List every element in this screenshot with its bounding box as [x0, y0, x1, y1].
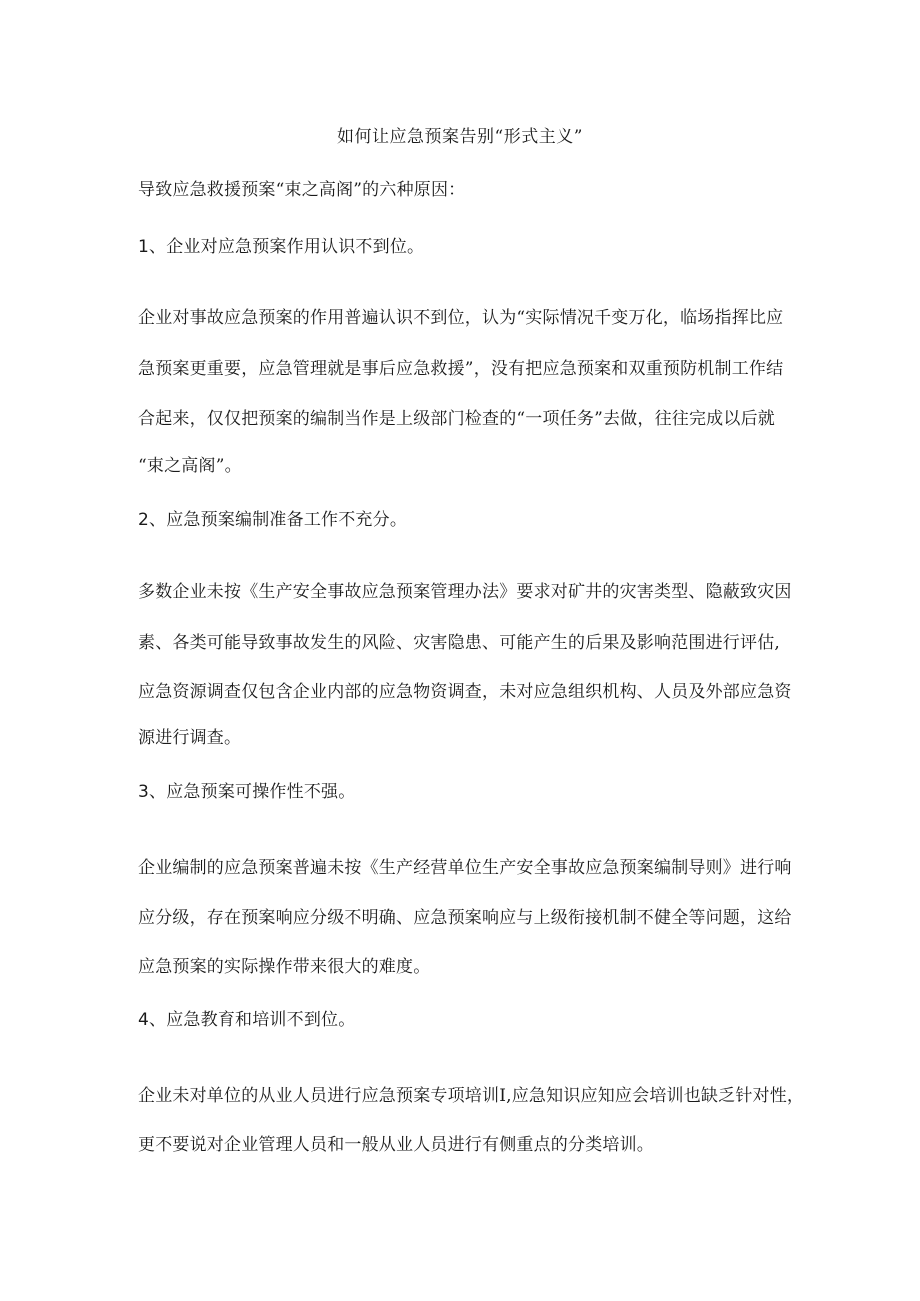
paragraph-line: “束之高阁”。: [138, 456, 242, 476]
section-heading-3: 3、应急预案可操作性不强。: [138, 782, 356, 802]
paragraph-line: 源进行调查。: [138, 728, 242, 748]
paragraph-line: 应急资源调查仅包含企业内部的应急物资调查，未对应急组织机构、人员及外部应急资: [138, 682, 792, 702]
paragraph-line: 企业对事故应急预案的作用普遍认识不到位，认为“实际情况千变万化，临场指挥比应: [138, 308, 784, 328]
paragraph-line: 企业编制的应急预案普遍未按《生产经营单位生产安全事故应急预案编制导则》进行响: [138, 858, 792, 878]
page-title: 如何让应急预案告别“形式主义”: [337, 127, 583, 147]
paragraph-line: 企业未对单位的从业人员进行应急预案专项培训I,应急知识应知应会培训也缺乏针对性，: [138, 1086, 805, 1106]
paragraph-line: 应急预案的实际操作带来很大的难度。: [138, 957, 431, 977]
paragraph-line: 应分级，存在预案响应分级不明确、应急预案响应与上级衔接机制不健全等问题，这给: [138, 908, 792, 928]
paragraph-line: 素、各类可能导致事故发生的风险、灾害隐患、可能产生的后果及影响范围进行评估,: [138, 633, 781, 653]
section-heading-2: 2、应急预案编制准备工作不充分。: [138, 510, 408, 530]
paragraph-line: 更不要说对企业管理人员和一般从业人员进行有侧重点的分类培训。: [138, 1135, 654, 1155]
intro-text: 导致应急救援预案“束之高阁”的六种原因：: [138, 180, 466, 200]
section-heading-4: 4、应急教育和培训不到位。: [138, 1010, 356, 1030]
paragraph-line: 多数企业未按《生产安全事故应急预案管理办法》要求对矿井的灾害类型、隐蔽致灾因: [138, 582, 792, 602]
paragraph-line: 合起来，仅仅把预案的编制当作是上级部门检查的“一项任务”去做，往往完成以后就: [138, 409, 775, 429]
paragraph-line: 急预案更重要，应急管理就是事后应急救援”，没有把应急预案和双重预防机制工作结: [138, 359, 784, 379]
section-heading-1: 1、企业对应急预案作用认识不到位。: [138, 237, 425, 257]
